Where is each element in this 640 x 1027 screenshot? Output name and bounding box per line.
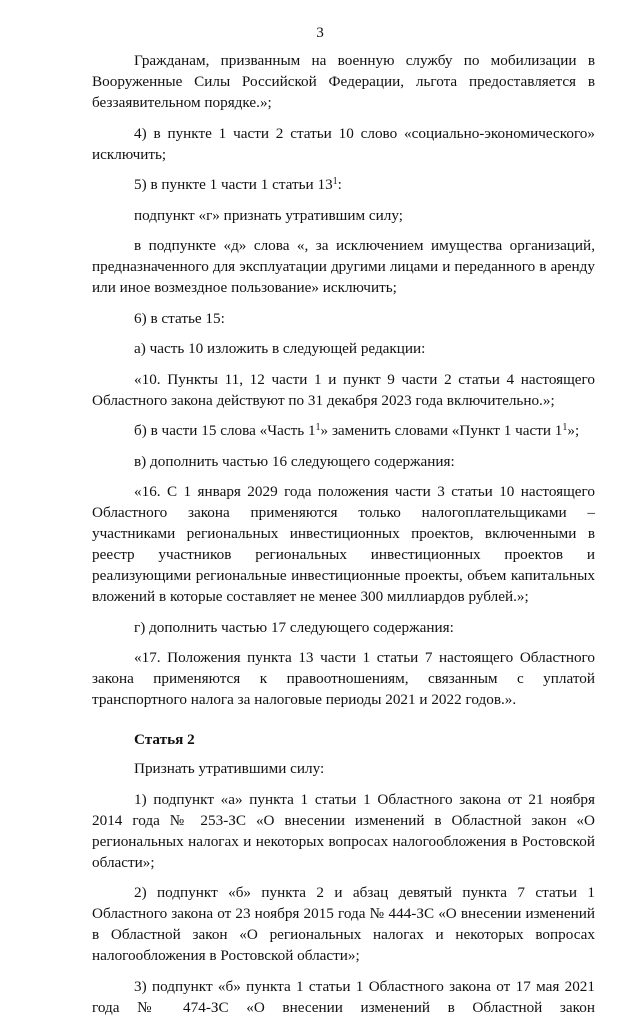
paragraph — [92, 420, 595, 441]
paragraph-text: : — [337, 176, 342, 193]
paragraph-text: б) в части 15 слова «Часть 1 — [134, 422, 316, 439]
paragraph: г) дополнить частью 17 следующего содержания: — [134, 618, 454, 636]
paragraph: 2) подпункт «б» пункта 2 и абзац девятый пункта 7 статьи 1 Областного закона от 23 ноября 2015 года № 444-ЗС «О внесении изменений в Областной закон «О региональных налогах и некоторых вопросах налогообложения в Ростовской области»; — [92, 884, 595, 964]
paragraph: «16. С 1 января 2029 года положения части 3 статьи 10 настоящего Областного закона применяются только налогоплательщиками – участниками региональных инвестиционных проектов, включенными в реестр участников региональных инвестиционных проектов и реализующими региональные инвестиционные проекты, объем капитальных вложений в которые составляет не менее 300 миллиардов рублей.»; — [92, 483, 595, 605]
paragraph: 6) в статье 15: — [134, 309, 225, 327]
paragraph — [92, 174, 595, 195]
paragraph: в) дополнить частью 16 следующего содержания: — [134, 452, 455, 470]
document-body — [92, 50, 595, 1027]
superscript: 1 — [315, 422, 321, 433]
paragraph-text: »; — [567, 422, 580, 439]
paragraph: в подпункте «д» слова «, за исключением имущества организаций, предназначенного для эксплуатации другими лицами и переданного в аренду или иное возмездное пользование» исключить; — [92, 237, 595, 296]
paragraph: Гражданам, призванным на военную службу по мобилизации в Вооруженные Силы Российской Федерации, льгота предоставляется в беззаявительном порядке.»; — [92, 52, 595, 111]
paragraph: 4) в пункте 1 части 2 статьи 10 слово «социально-экономического» исключить; — [92, 124, 595, 163]
paragraph: 3) подпункт «б» пункта 1 статьи 1 Областного закона от 17 мая 2021 года № 474-ЗС «О внесении изменений в Областной закон — [92, 977, 595, 1016]
paragraph-text: » заменить словами «Пункт 1 части 1 — [320, 422, 563, 439]
paragraph: подпункт «г» признать утратившим силу; — [134, 206, 403, 224]
paragraph: Признать утратившими силу: — [134, 760, 325, 777]
paragraph-text: 5) в пункте 1 части 1 статьи 13 — [134, 176, 333, 193]
paragraph: «10. Пункты 11, 12 части 1 и пункт 9 части 2 статьи 4 настоящего Областного закона действуют по 31 декабря 2023 года включительно.»; — [92, 370, 595, 409]
superscript: 1 — [562, 422, 568, 433]
paragraph: «17. Положения пункта 13 части 1 статьи 7 настоящего Областного закона применяются к правоотношениям, связанным с уплатой транспортного налога за налоговые периоды 2021 и 2022 годов.». — [92, 649, 595, 708]
superscript: 1 — [332, 176, 338, 187]
article-heading: Статья 2 — [134, 731, 195, 748]
paragraph: а) часть 10 изложить в следующей редакции: — [134, 340, 426, 357]
page-number: 3 — [316, 24, 324, 41]
paragraph: 1) подпункт «а» пункта 1 статьи 1 Областного закона от 21 ноября 2014 года № 253-ЗС «О внесении изменений в Областной закон «О региональных налогах и некоторых вопросах налогообложения в Ростовской области»; — [92, 790, 595, 871]
